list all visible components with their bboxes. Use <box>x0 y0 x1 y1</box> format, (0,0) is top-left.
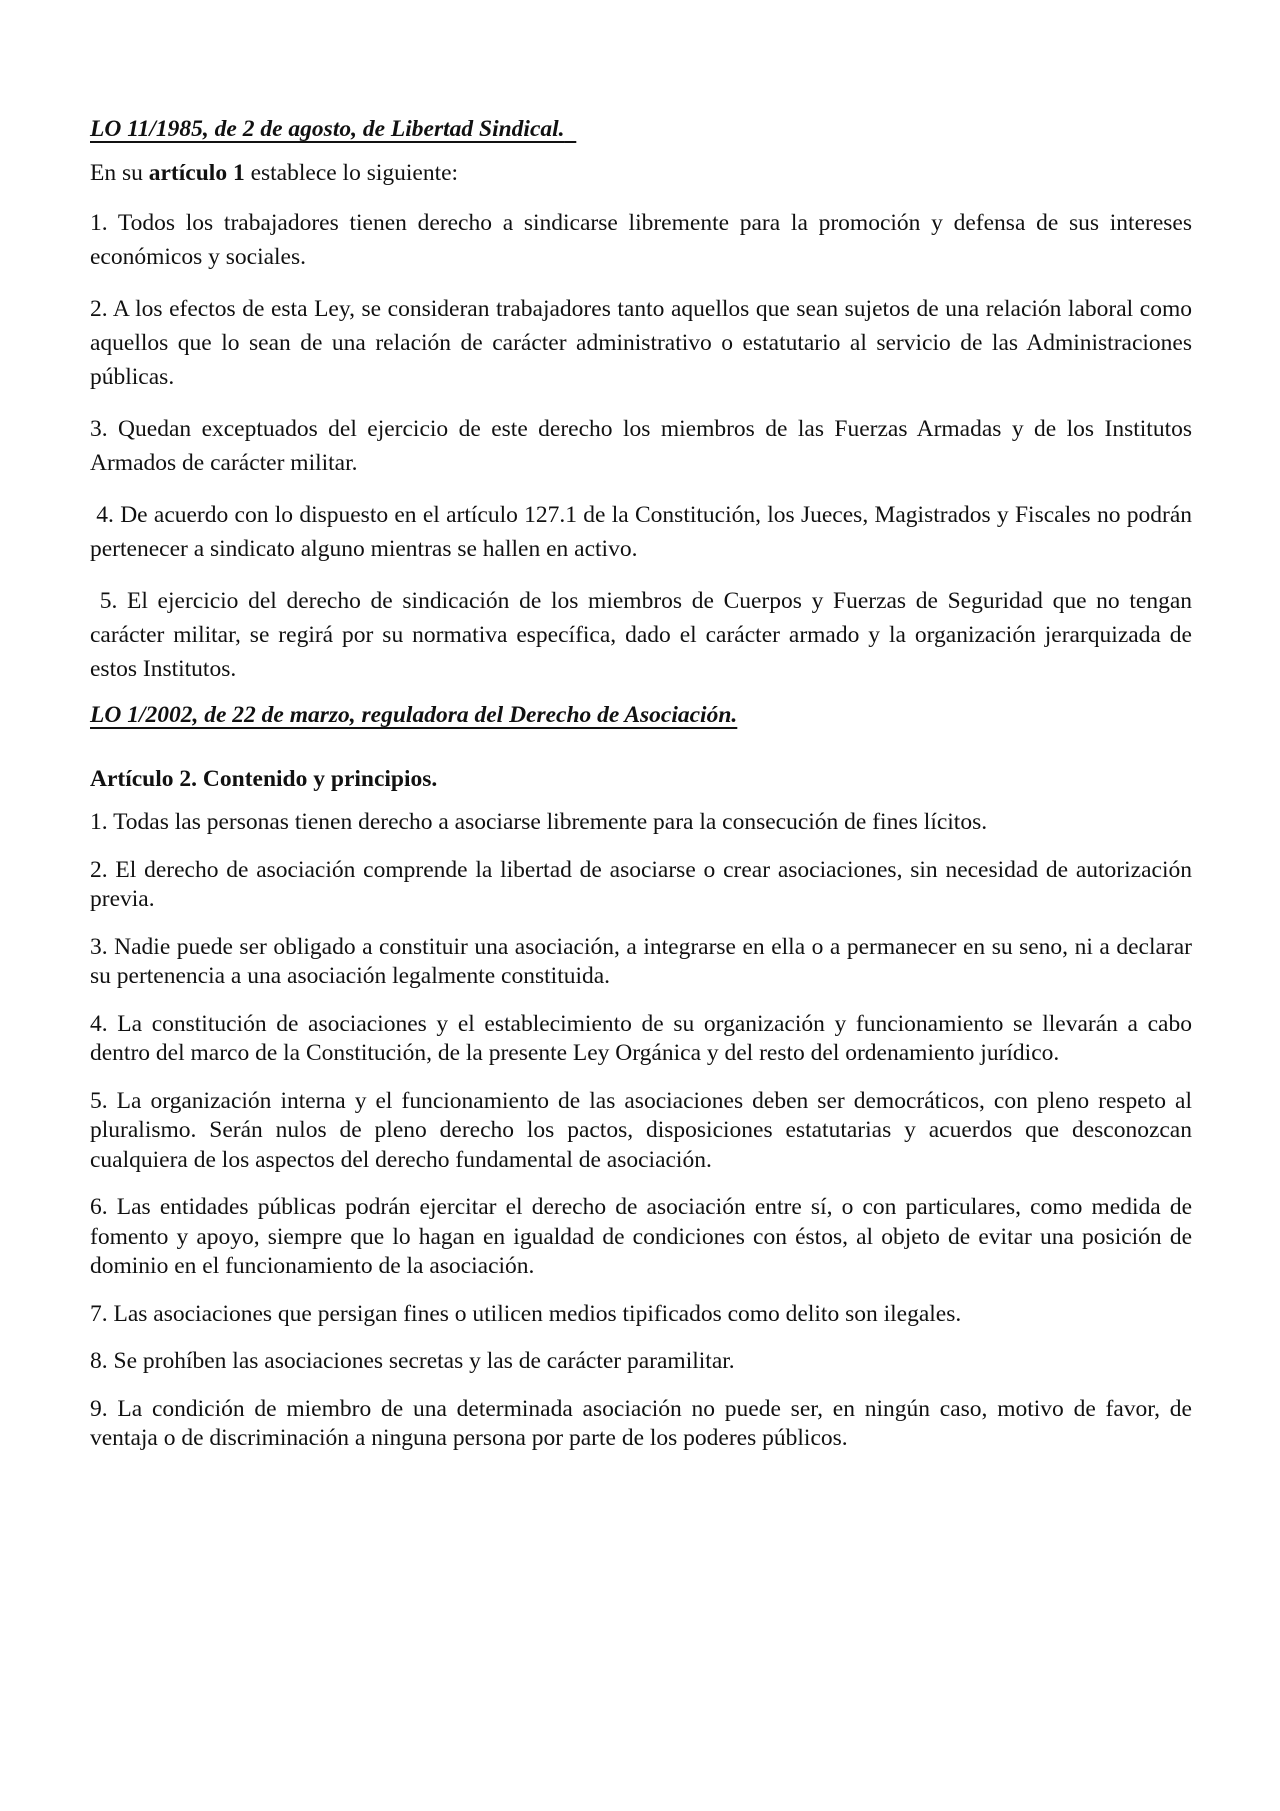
s1-paragraph-4: 4. De acuerdo con lo dispuesto en el artículo 127.1 de la Constitución, los Jueces, Magistrados y Fiscales no podrán pertenecer a sindicato alguno mientras se hallen en activo. <box>90 502 1198 562</box>
s1-paragraph-3: 3. Quedan exceptuados del ejercicio de este derecho los miembros de las Fuerzas Armadas y de los Institutos Armados de carácter militar. <box>90 416 1192 476</box>
s2-paragraph-5: 5. La organización interna y el funcionamiento de las asociaciones deben ser democráticos, con pleno respeto al pluralismo. Serán nulos de pleno derecho los pactos, disposiciones estatutarias y acuerdos que desconozcan cualquiera de los aspectos del derecho fundamental de asociación. <box>90 1087 1192 1173</box>
s1-paragraph-2: 2. A los efectos de esta Ley, se consideran trabajadores tanto aquellos que sean sujetos de una relación laboral como aquellos que lo sean de una relación de carácter administrativo o estatutario al servicio de las Administraciones públicas. <box>90 296 1192 390</box>
s2-paragraph-7: 7. Las asociaciones que persigan fines o utilicen medios tipificados como delito son ilegales. <box>90 1300 962 1327</box>
s1-paragraph-5: 5. El ejercicio del derecho de sindicación de los miembros de Cuerpos y Fuerzas de Seguridad que no tengan carácter militar, se regirá por su normativa específica, dado el carácter armado y la organización jerarquizada de estos Institutos. <box>90 588 1198 682</box>
s2-paragraph-1: 1. Todas las personas tienen derecho a asociarse libremente para la consecución de fines lícitos. <box>90 809 988 835</box>
s2-paragraph-8: 8. Se prohíben las asociaciones secretas y las de carácter paramilitar. <box>90 1348 735 1374</box>
s2-paragraph-3: 3. Nadie puede ser obligado a constituir una asociación, a integrarse en ella o a permanecer en su seno, ni a declarar su pertenencia a una asociación legalmente constituida. <box>90 933 1192 989</box>
s2-paragraph-6: 6. Las entidades públicas podrán ejercitar el derecho de asociación entre sí, o con particulares, como medida de fomento y apoyo, siempre que lo hagan en igualdad de condiciones con éstos, al objeto de evitar una posición de dominio en el funcionamiento de la asociación. <box>90 1194 1192 1279</box>
s2-paragraph-2: 2. El derecho de asociación comprende la libertad de asociarse o crear asociaciones, sin necesidad de autorización previa. <box>90 856 1192 912</box>
article-2-title: Artículo 2. Contenido y principios. <box>90 766 438 792</box>
s1-paragraph-1: 1. Todos los trabajadores tienen derecho a sindicarse libremente para la promoción y defensa de sus intereses económicos y sociales. <box>90 210 1192 270</box>
section1-intro <box>90 156 1192 190</box>
section2-heading: LO 1/2002, de 22 de marzo, reguladora del Derecho de Asociación. <box>90 702 738 728</box>
s2-paragraph-4: 4. La constitución de asociaciones y el establecimiento de su organización y funcionamiento se llevarán a cabo dentro del marco de la Constitución, de la presente Ley Orgánica y del resto del ordenamiento jurídico. <box>90 1010 1192 1066</box>
intro-text-before: En su <box>90 160 149 186</box>
s2-paragraph-9: 9. La condición de miembro de una determinada asociación no puede ser, en ningún caso, motivo de favor, de ventaja o de discriminación a ninguna persona por parte de los poderes públicos. <box>90 1395 1192 1451</box>
intro-article-ref: artículo 1 <box>148 160 245 186</box>
intro-text-after: establece lo siguiente: <box>244 160 459 186</box>
document-page <box>90 112 1198 1454</box>
section1-heading: LO 11/1985, de 2 de agosto, de Libertad Sindical. <box>90 116 565 142</box>
